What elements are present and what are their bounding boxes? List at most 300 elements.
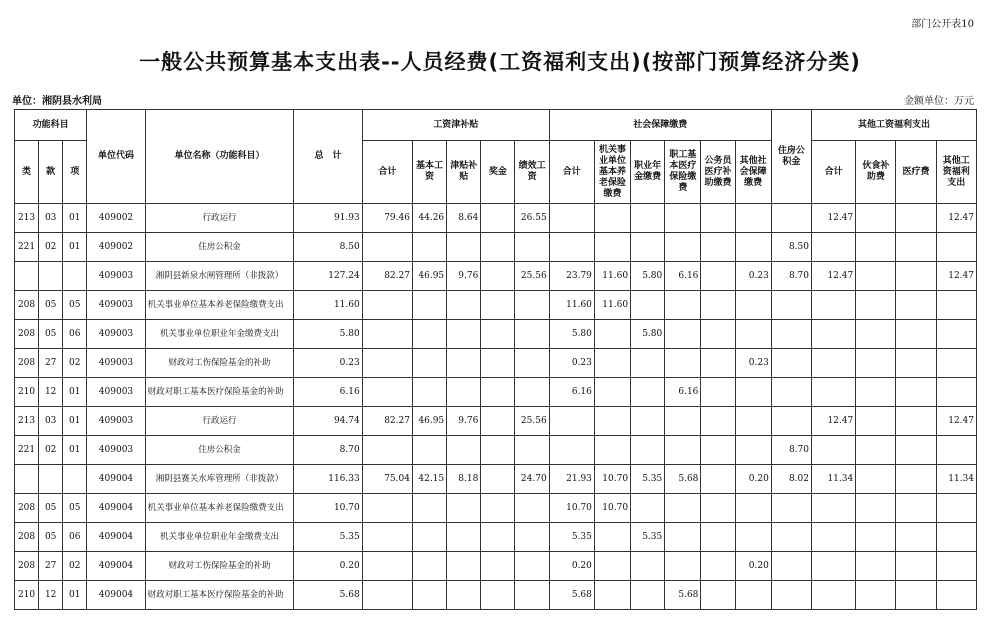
medical-fee-cell	[896, 407, 936, 436]
pension-cell	[594, 378, 630, 407]
currency-unit-label: 金额单位：万元	[904, 96, 974, 107]
medical-fee-cell	[896, 465, 936, 494]
allowance-cell: 9.76	[447, 407, 481, 436]
annuity-cell: 5.35	[631, 523, 665, 552]
total-cell: 91.93	[294, 204, 362, 233]
medical-fee-cell	[896, 436, 936, 465]
bonus-cell	[481, 465, 515, 494]
bonus-cell	[481, 378, 515, 407]
other-social-cell	[735, 523, 771, 552]
table-body	[15, 204, 977, 610]
kuan-cell: 03	[39, 407, 63, 436]
table-row	[15, 523, 977, 552]
other-welfare-cell: 12.47	[936, 262, 976, 291]
perf-wage-cell: 25.56	[515, 407, 549, 436]
meal-allowance-cell	[856, 204, 896, 233]
total-cell: 5.35	[294, 523, 362, 552]
allowance-cell	[447, 349, 481, 378]
unit-name-header: 单位名称（功能科目）	[145, 110, 294, 204]
housing-fund-cell	[771, 204, 811, 233]
bonus-header: 奖金	[481, 141, 515, 204]
bonus-cell	[481, 523, 515, 552]
unit-name-cell: 财政对工伤保险基金的补助	[145, 552, 294, 581]
housing-fund-header: 住房公积金	[771, 110, 811, 204]
perf-wage-cell	[515, 552, 549, 581]
xiang-cell: 01	[63, 407, 87, 436]
social-sum-cell: 10.70	[549, 494, 594, 523]
other-sum-cell: 11.34	[812, 465, 856, 494]
kuan-cell: 02	[39, 233, 63, 262]
wage-sum-cell: 82.27	[362, 262, 412, 291]
xiang-cell: 05	[63, 291, 87, 320]
table-row	[15, 465, 977, 494]
annuity-cell	[631, 349, 665, 378]
unit-code-cell: 409003	[87, 349, 145, 378]
unit-name-cell: 机关事业单位基本养老保险缴费支出	[145, 291, 294, 320]
lei-cell: 221	[15, 436, 39, 465]
medical-insurance-cell: 5.68	[665, 581, 701, 610]
kuan-cell: 03	[39, 204, 63, 233]
medical-insurance-cell	[665, 494, 701, 523]
civil-medical-cell	[701, 494, 735, 523]
social-sum-cell: 5.68	[549, 581, 594, 610]
pension-cell	[594, 320, 630, 349]
housing-fund-cell	[771, 349, 811, 378]
basic-wage-cell	[412, 436, 446, 465]
unit-name-cell: 湘阴县赛关水库管理所（非拨款）	[145, 465, 294, 494]
other-welfare-cell	[936, 552, 976, 581]
bonus-cell	[481, 552, 515, 581]
lei-cell: 213	[15, 407, 39, 436]
meal-allowance-header: 伙食补助费	[856, 141, 896, 204]
kuan-cell: 05	[39, 320, 63, 349]
table-row	[15, 349, 977, 378]
other-sum-cell	[812, 581, 856, 610]
kuan-cell: 12	[39, 581, 63, 610]
xiang-cell: 02	[63, 552, 87, 581]
annuity-cell	[631, 581, 665, 610]
bonus-cell	[481, 262, 515, 291]
other-welfare-cell: 12.47	[936, 407, 976, 436]
other-social-cell: 0.20	[735, 552, 771, 581]
pension-cell: 11.60	[594, 291, 630, 320]
other-welfare-cell	[936, 349, 976, 378]
allowance-cell	[447, 436, 481, 465]
basic-wage-cell: 46.95	[412, 407, 446, 436]
social-sum-cell: 5.35	[549, 523, 594, 552]
bonus-cell	[481, 494, 515, 523]
other-sum-cell	[812, 494, 856, 523]
social-sum-header: 合计	[549, 141, 594, 204]
other-social-cell	[735, 320, 771, 349]
perf-wage-cell	[515, 320, 549, 349]
xiang-cell: 01	[63, 204, 87, 233]
housing-fund-cell: 8.70	[771, 436, 811, 465]
other-welfare-cell	[936, 436, 976, 465]
kuan-cell: 05	[39, 291, 63, 320]
meal-allowance-cell	[856, 378, 896, 407]
civil-medical-cell	[701, 378, 735, 407]
medical-insurance-cell: 5.68	[665, 465, 701, 494]
annuity-header: 职业年金缴费	[631, 141, 665, 204]
medical-insurance-cell	[665, 349, 701, 378]
total-cell: 0.23	[294, 349, 362, 378]
social-group-header: 社会保障缴费	[549, 110, 771, 141]
kuan-cell: 05	[39, 523, 63, 552]
lei-cell	[15, 465, 39, 494]
civil-medical-cell	[701, 233, 735, 262]
medical-fee-cell	[896, 291, 936, 320]
perf-wage-cell	[515, 233, 549, 262]
other-sum-cell	[812, 523, 856, 552]
allowance-cell	[447, 378, 481, 407]
wage-sum-cell	[362, 581, 412, 610]
xiang-cell: 01	[63, 436, 87, 465]
other-sum-cell	[812, 349, 856, 378]
other-social-cell	[735, 436, 771, 465]
xiang-cell: 01	[63, 378, 87, 407]
annuity-cell	[631, 407, 665, 436]
basic-wage-cell	[412, 349, 446, 378]
annuity-cell	[631, 494, 665, 523]
pension-cell	[594, 349, 630, 378]
housing-fund-cell: 8.02	[771, 465, 811, 494]
other-social-cell: 0.20	[735, 465, 771, 494]
medical-fee-cell	[896, 320, 936, 349]
lei-cell: 208	[15, 523, 39, 552]
other-welfare-cell: 11.34	[936, 465, 976, 494]
table-row	[15, 552, 977, 581]
medical-insurance-cell	[665, 407, 701, 436]
housing-fund-cell	[771, 523, 811, 552]
unit-code-cell: 409004	[87, 494, 145, 523]
meal-allowance-cell	[856, 436, 896, 465]
other-social-cell	[735, 407, 771, 436]
pension-cell: 11.60	[594, 262, 630, 291]
unit-code-cell: 409002	[87, 233, 145, 262]
meal-allowance-cell	[856, 262, 896, 291]
other-welfare-cell	[936, 233, 976, 262]
wage-sum-cell	[362, 378, 412, 407]
unit-code-cell: 409003	[87, 378, 145, 407]
housing-fund-cell	[771, 378, 811, 407]
pension-header: 机关事业单位基本养老保险缴费	[594, 141, 630, 204]
other-sum-cell	[812, 320, 856, 349]
lei-cell: 208	[15, 349, 39, 378]
wage-sum-cell: 75.04	[362, 465, 412, 494]
unit-name-cell: 财政对职工基本医疗保险基金的补助	[145, 378, 294, 407]
table-row	[15, 407, 977, 436]
bonus-cell	[481, 349, 515, 378]
pension-cell	[594, 523, 630, 552]
wage-sum-cell	[362, 233, 412, 262]
total-cell: 11.60	[294, 291, 362, 320]
allowance-cell	[447, 233, 481, 262]
table-row	[15, 320, 977, 349]
kuan-cell: 02	[39, 436, 63, 465]
other-sum-cell	[812, 291, 856, 320]
other-sum-cell: 12.47	[812, 262, 856, 291]
kuan-cell: 12	[39, 378, 63, 407]
housing-fund-cell	[771, 320, 811, 349]
kuan-cell: 05	[39, 494, 63, 523]
xiang-cell: 06	[63, 320, 87, 349]
pension-cell	[594, 436, 630, 465]
unit-code-cell: 409003	[87, 291, 145, 320]
housing-fund-cell: 8.50	[771, 233, 811, 262]
wage-sum-cell	[362, 320, 412, 349]
meal-allowance-cell	[856, 523, 896, 552]
social-sum-cell: 6.16	[549, 378, 594, 407]
unit-name-cell: 机关事业单位职业年金缴费支出	[145, 320, 294, 349]
kuan-cell: 27	[39, 552, 63, 581]
civil-medical-cell	[701, 349, 735, 378]
unit-name-cell: 住房公积金	[145, 436, 294, 465]
unit-name-cell: 财政对工伤保险基金的补助	[145, 349, 294, 378]
header-row-1	[15, 110, 977, 141]
perf-wage-header: 绩效工资	[515, 141, 549, 204]
lei-cell: 213	[15, 204, 39, 233]
meal-allowance-cell	[856, 581, 896, 610]
social-sum-cell	[549, 204, 594, 233]
annuity-cell	[631, 552, 665, 581]
total-cell: 10.70	[294, 494, 362, 523]
annuity-cell	[631, 233, 665, 262]
social-sum-cell: 11.60	[549, 291, 594, 320]
unit-code-cell: 409003	[87, 320, 145, 349]
housing-fund-cell	[771, 581, 811, 610]
social-sum-cell: 0.23	[549, 349, 594, 378]
basic-wage-cell	[412, 320, 446, 349]
civil-medical-cell	[701, 465, 735, 494]
civil-medical-cell	[701, 204, 735, 233]
medical-fee-cell	[896, 262, 936, 291]
other-social-cell	[735, 581, 771, 610]
total-header: 总 计	[294, 110, 362, 204]
civil-medical-cell	[701, 552, 735, 581]
lei-cell: 210	[15, 378, 39, 407]
civil-medical-cell	[701, 523, 735, 552]
basic-wage-cell: 46.95	[412, 262, 446, 291]
medical-fee-cell	[896, 349, 936, 378]
medical-insurance-cell: 6.16	[665, 262, 701, 291]
civil-medical-cell	[701, 262, 735, 291]
unit-name-cell: 财政对职工基本医疗保险基金的补助	[145, 581, 294, 610]
perf-wage-cell	[515, 436, 549, 465]
lei-cell: 208	[15, 291, 39, 320]
unit-name-cell: 机关事业单位基本养老保险缴费支出	[145, 494, 294, 523]
civil-medical-cell	[701, 291, 735, 320]
lei-cell: 210	[15, 581, 39, 610]
unit-name-cell: 机关事业单位职业年金缴费支出	[145, 523, 294, 552]
medical-fee-cell	[896, 204, 936, 233]
medical-insurance-cell	[665, 204, 701, 233]
table-row	[15, 494, 977, 523]
table-row	[15, 378, 977, 407]
meal-allowance-cell	[856, 320, 896, 349]
wage-sum-cell: 82.27	[362, 407, 412, 436]
other-welfare-cell	[936, 291, 976, 320]
medical-fee-header: 医疗费	[896, 141, 936, 204]
unit-code-cell: 409004	[87, 581, 145, 610]
wage-sum-cell	[362, 494, 412, 523]
xiang-cell	[63, 465, 87, 494]
meal-allowance-cell	[856, 494, 896, 523]
bonus-cell	[481, 320, 515, 349]
medical-fee-cell	[896, 552, 936, 581]
table-row	[15, 581, 977, 610]
wage-sum-cell	[362, 291, 412, 320]
basic-wage-cell	[412, 552, 446, 581]
xiang-cell: 05	[63, 494, 87, 523]
allowance-cell	[447, 320, 481, 349]
perf-wage-cell: 25.56	[515, 262, 549, 291]
xiang-cell	[63, 262, 87, 291]
total-cell: 94.74	[294, 407, 362, 436]
lei-cell: 221	[15, 233, 39, 262]
pension-cell	[594, 581, 630, 610]
other-welfare-cell	[936, 378, 976, 407]
func-subject-header: 功能科目	[15, 110, 87, 141]
civil-medical-cell	[701, 436, 735, 465]
annuity-cell	[631, 378, 665, 407]
medical-fee-cell	[896, 523, 936, 552]
other-sum-header: 合计	[812, 141, 856, 204]
wage-sum-cell: 79.46	[362, 204, 412, 233]
basic-wage-cell: 42.15	[412, 465, 446, 494]
basic-wage-cell: 44.26	[412, 204, 446, 233]
allowance-cell	[447, 523, 481, 552]
lei-cell	[15, 262, 39, 291]
social-sum-cell: 23.79	[549, 262, 594, 291]
kuan-cell: 27	[39, 349, 63, 378]
meal-allowance-cell	[856, 465, 896, 494]
allowance-cell	[447, 494, 481, 523]
medical-fee-cell	[896, 378, 936, 407]
perf-wage-cell	[515, 378, 549, 407]
bonus-cell	[481, 291, 515, 320]
table-row	[15, 204, 977, 233]
lei-cell: 208	[15, 320, 39, 349]
bonus-cell	[481, 204, 515, 233]
medical-insurance-cell	[665, 291, 701, 320]
other-sum-cell	[812, 233, 856, 262]
page-title: 一般公共预算基本支出表--人员经费(工资福利支出)(按部门预算经济分类)	[139, 50, 861, 74]
lei-header: 类	[15, 141, 39, 204]
meal-allowance-cell	[856, 407, 896, 436]
allowance-cell: 8.64	[447, 204, 481, 233]
perf-wage-cell	[515, 494, 549, 523]
allowance-cell: 8.18	[447, 465, 481, 494]
medical-insurance-cell	[665, 320, 701, 349]
annuity-cell	[631, 436, 665, 465]
bonus-cell	[481, 407, 515, 436]
medical-insurance-cell	[665, 436, 701, 465]
perf-wage-cell: 26.55	[515, 204, 549, 233]
unit-code-cell: 409003	[87, 262, 145, 291]
meal-allowance-cell	[856, 291, 896, 320]
total-cell: 5.80	[294, 320, 362, 349]
perf-wage-cell: 24.70	[515, 465, 549, 494]
perf-wage-cell	[515, 349, 549, 378]
medical-insurance-cell	[665, 233, 701, 262]
pension-cell: 10.70	[594, 465, 630, 494]
lei-cell: 208	[15, 494, 39, 523]
other-sum-cell	[812, 552, 856, 581]
other-welfare-cell	[936, 320, 976, 349]
pension-cell	[594, 552, 630, 581]
allowance-cell	[447, 581, 481, 610]
social-sum-cell	[549, 233, 594, 262]
wage-sum-cell	[362, 552, 412, 581]
annuity-cell: 5.35	[631, 465, 665, 494]
bonus-cell	[481, 581, 515, 610]
civil-medical-cell	[701, 581, 735, 610]
housing-fund-cell: 8.70	[771, 262, 811, 291]
meal-allowance-cell	[856, 233, 896, 262]
xiang-cell: 06	[63, 523, 87, 552]
unit-label: 单位：湘阴县水利局	[12, 96, 102, 107]
other-social-cell	[735, 291, 771, 320]
pension-cell	[594, 407, 630, 436]
kuan-header: 款	[39, 141, 63, 204]
bonus-cell	[481, 233, 515, 262]
housing-fund-cell	[771, 291, 811, 320]
wage-sum-cell	[362, 349, 412, 378]
unit-name-cell: 行政运行	[145, 204, 294, 233]
expenditure-table	[14, 109, 977, 610]
other-sum-cell: 12.47	[812, 204, 856, 233]
other-group-header: 其他工资福利支出	[812, 110, 977, 141]
other-social-cell: 0.23	[735, 262, 771, 291]
housing-fund-cell	[771, 407, 811, 436]
social-sum-cell: 0.20	[549, 552, 594, 581]
wage-group-header: 工资津补贴	[362, 110, 549, 141]
unit-name-cell: 住房公积金	[145, 233, 294, 262]
civil-medical-header: 公务员医疗补助缴费	[701, 141, 735, 204]
unit-code-header: 单位代码	[87, 110, 145, 204]
unit-code-cell: 409004	[87, 523, 145, 552]
basic-wage-cell	[412, 291, 446, 320]
medical-fee-cell	[896, 581, 936, 610]
other-welfare-cell	[936, 523, 976, 552]
civil-medical-cell	[701, 407, 735, 436]
total-cell: 127.24	[294, 262, 362, 291]
unit-code-cell: 409004	[87, 465, 145, 494]
annuity-cell	[631, 291, 665, 320]
xiang-header: 项	[63, 141, 87, 204]
social-sum-cell	[549, 407, 594, 436]
unit-code-cell: 409003	[87, 407, 145, 436]
table-row	[15, 233, 977, 262]
pension-cell	[594, 204, 630, 233]
other-welfare-cell	[936, 581, 976, 610]
table-number-label: 部门公开表10	[911, 19, 974, 30]
total-cell: 8.50	[294, 233, 362, 262]
total-cell: 8.70	[294, 436, 362, 465]
other-sum-cell	[812, 436, 856, 465]
other-social-cell	[735, 378, 771, 407]
other-social-header: 其他社会保障缴费	[735, 141, 771, 204]
allowance-header: 津贴补贴	[447, 141, 481, 204]
xiang-cell: 01	[63, 233, 87, 262]
medical-insurance-header: 职工基本医疗保险缴费	[665, 141, 701, 204]
meal-allowance-cell	[856, 552, 896, 581]
other-social-cell: 0.23	[735, 349, 771, 378]
kuan-cell	[39, 465, 63, 494]
medical-fee-cell	[896, 233, 936, 262]
other-social-cell	[735, 494, 771, 523]
